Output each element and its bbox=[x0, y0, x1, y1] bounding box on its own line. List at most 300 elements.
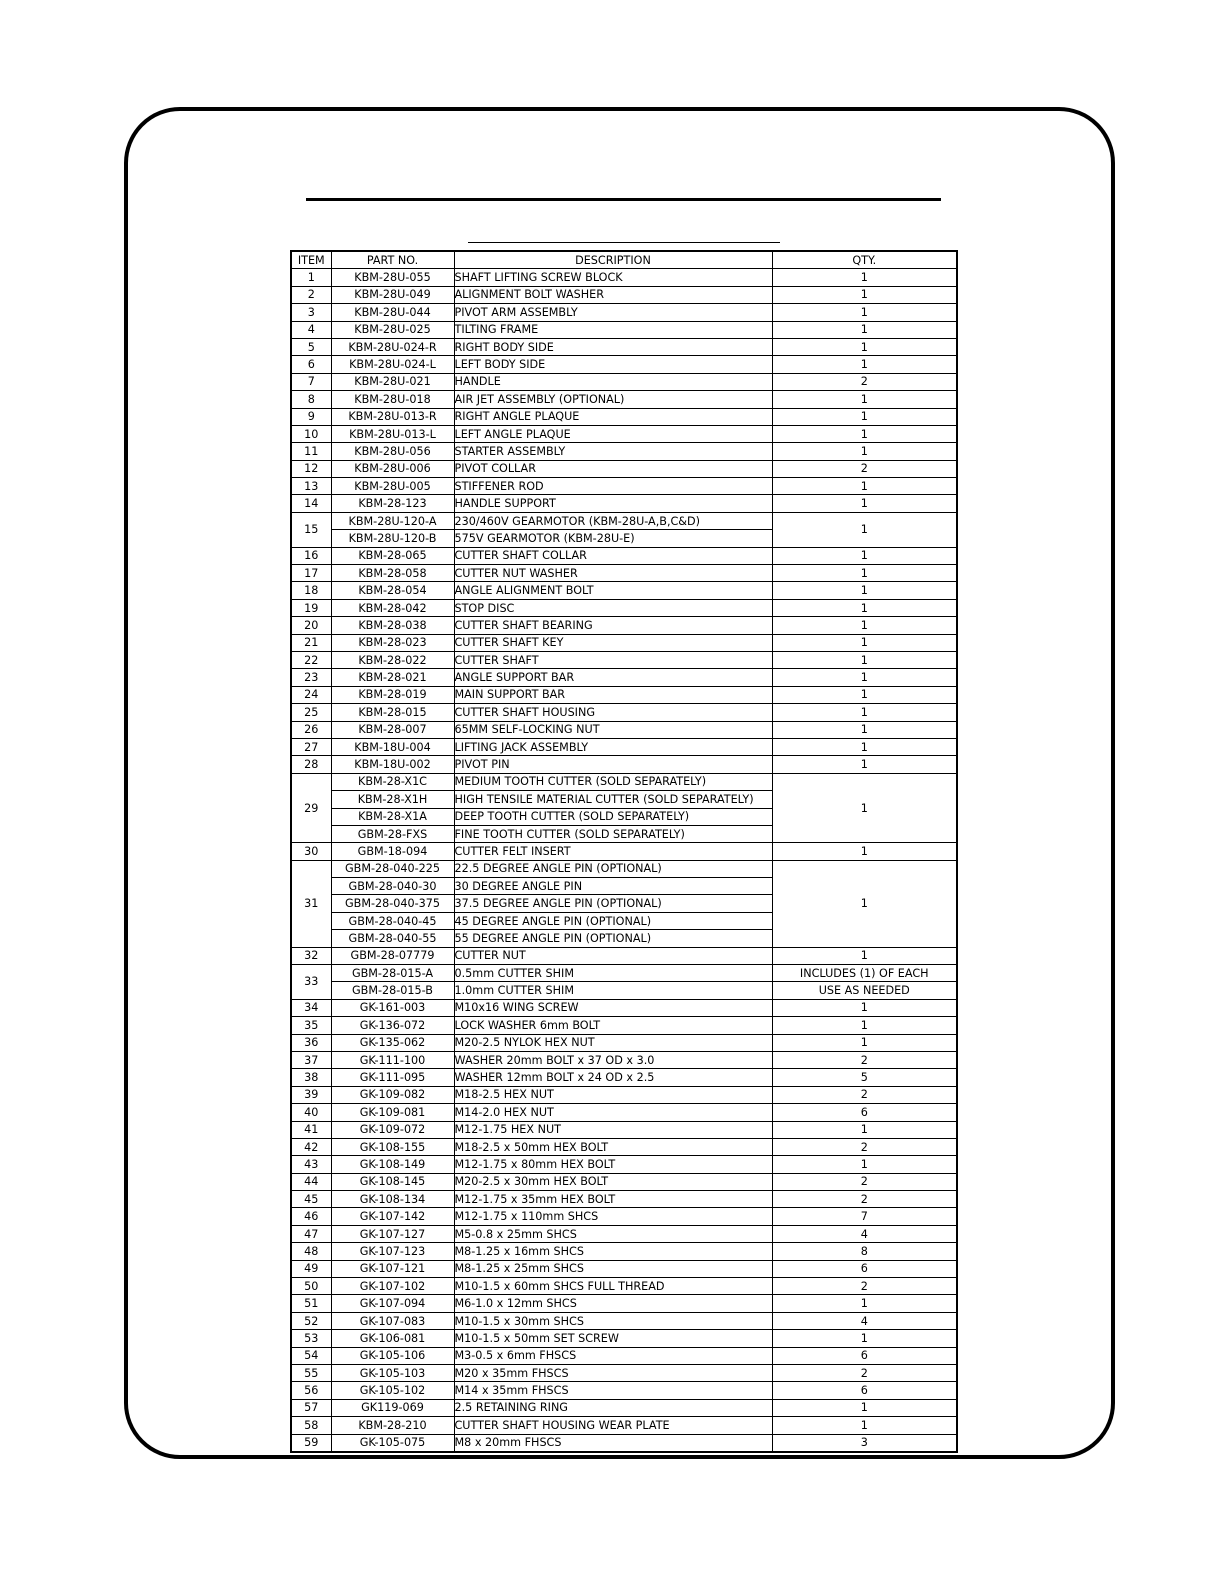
part-number-cell: KBM-28-023 bbox=[331, 634, 454, 651]
quantity-cell: 1 bbox=[772, 756, 957, 773]
description-cell: 30 DEGREE ANGLE PIN bbox=[454, 878, 772, 895]
table-row bbox=[291, 1312, 957, 1329]
part-number-cell: GK-105-103 bbox=[331, 1365, 454, 1382]
table-body bbox=[291, 269, 957, 1452]
description-cell: M12-1.75 HEX NUT bbox=[454, 1121, 772, 1138]
table-row bbox=[291, 304, 957, 321]
table-row bbox=[291, 843, 957, 860]
quantity-cell: 1 bbox=[772, 704, 957, 721]
description-cell: 230/460V GEARMOTOR (KBM-28U-A,B,C&D) bbox=[454, 512, 772, 529]
table-row bbox=[291, 1086, 957, 1103]
part-number-cell: KBM-28U-120-A bbox=[331, 512, 454, 529]
quantity-cell: 6 bbox=[772, 1104, 957, 1121]
item-number-cell: 13 bbox=[291, 478, 331, 495]
item-number-cell: 58 bbox=[291, 1417, 331, 1434]
part-number-cell: GK-111-095 bbox=[331, 1069, 454, 1086]
part-number-cell: KBM-28U-024-L bbox=[331, 356, 454, 373]
part-number-cell: KBM-28U-021 bbox=[331, 373, 454, 390]
part-number-cell: GK-108-149 bbox=[331, 1156, 454, 1173]
quantity-cell: 6 bbox=[772, 1260, 957, 1277]
part-number-cell: GK-105-102 bbox=[331, 1382, 454, 1399]
quantity-cell: 1 bbox=[772, 495, 957, 512]
part-number-cell: GBM-28-07779 bbox=[331, 947, 454, 964]
part-number-cell: KBM-28-022 bbox=[331, 651, 454, 668]
part-number-cell: KBM-28U-006 bbox=[331, 460, 454, 477]
description-cell: CUTTER SHAFT BEARING bbox=[454, 617, 772, 634]
part-number-cell: GK-105-075 bbox=[331, 1434, 454, 1452]
description-cell: RIGHT BODY SIDE bbox=[454, 338, 772, 355]
table-row bbox=[291, 1156, 957, 1173]
part-number-cell: KBM-28U-024-R bbox=[331, 338, 454, 355]
table-row bbox=[291, 425, 957, 442]
quantity-cell: 2 bbox=[772, 1086, 957, 1103]
quantity-cell: 1 bbox=[772, 843, 957, 860]
item-number-cell: 43 bbox=[291, 1156, 331, 1173]
item-number-cell: 34 bbox=[291, 999, 331, 1016]
part-number-cell: KBM-28U-055 bbox=[331, 269, 454, 286]
quantity-cell: 1 bbox=[772, 565, 957, 582]
quantity-cell: 6 bbox=[772, 1347, 957, 1364]
quantity-cell: 1 bbox=[772, 269, 957, 286]
description-cell: CUTTER FELT INSERT bbox=[454, 843, 772, 860]
description-cell: MEDIUM TOOTH CUTTER (SOLD SEPARATELY) bbox=[454, 773, 772, 790]
part-number-cell: GK-106-081 bbox=[331, 1330, 454, 1347]
part-number-cell: GBM-28-FXS bbox=[331, 825, 454, 842]
table-row bbox=[291, 1347, 957, 1364]
table-row bbox=[291, 1417, 957, 1434]
description-cell: CUTTER SHAFT COLLAR bbox=[454, 547, 772, 564]
part-number-cell: GK-107-102 bbox=[331, 1278, 454, 1295]
table-row bbox=[291, 547, 957, 564]
quantity-cell: 1 bbox=[772, 408, 957, 425]
table-row bbox=[291, 1138, 957, 1155]
quantity-cell: 1 bbox=[772, 443, 957, 460]
part-number-cell: GK-136-072 bbox=[331, 1017, 454, 1034]
description-cell: M8-1.25 x 16mm SHCS bbox=[454, 1243, 772, 1260]
part-number-cell: KBM-18U-004 bbox=[331, 738, 454, 755]
item-number-cell: 26 bbox=[291, 721, 331, 738]
description-cell: 0.5mm CUTTER SHIM bbox=[454, 965, 772, 982]
description-cell: M12-1.75 x 80mm HEX BOLT bbox=[454, 1156, 772, 1173]
quantity-cell: 1 bbox=[772, 773, 957, 843]
part-number-cell: GBM-28-040-375 bbox=[331, 895, 454, 912]
quantity-cell: 1 bbox=[772, 425, 957, 442]
quantity-cell: 1 bbox=[772, 860, 957, 947]
part-number-cell: GK-161-003 bbox=[331, 999, 454, 1016]
quantity-cell: 1 bbox=[772, 1417, 957, 1434]
part-number-cell: GK-107-121 bbox=[331, 1260, 454, 1277]
description-cell: RIGHT ANGLE PLAQUE bbox=[454, 408, 772, 425]
table-row bbox=[291, 1243, 957, 1260]
description-cell: M18-2.5 x 50mm HEX BOLT bbox=[454, 1138, 772, 1155]
quantity-cell: 1 bbox=[772, 304, 957, 321]
description-cell: M10x16 WING SCREW bbox=[454, 999, 772, 1016]
item-number-cell: 9 bbox=[291, 408, 331, 425]
item-number-cell: 52 bbox=[291, 1312, 331, 1329]
part-number-cell: KBM-28U-005 bbox=[331, 478, 454, 495]
item-number-cell: 22 bbox=[291, 651, 331, 668]
item-number-cell: 59 bbox=[291, 1434, 331, 1452]
part-number-cell: GBM-28-040-30 bbox=[331, 878, 454, 895]
table-row bbox=[291, 634, 957, 651]
description-cell: 22.5 DEGREE ANGLE PIN (OPTIONAL) bbox=[454, 860, 772, 877]
table-row bbox=[291, 443, 957, 460]
quantity-cell: USE AS NEEDED bbox=[772, 982, 957, 999]
part-number-cell: KBM-28-123 bbox=[331, 495, 454, 512]
item-number-cell: 33 bbox=[291, 965, 331, 1000]
description-cell: CUTTER NUT bbox=[454, 947, 772, 964]
quantity-cell: 1 bbox=[772, 286, 957, 303]
quantity-cell: 1 bbox=[772, 478, 957, 495]
quantity-cell: 1 bbox=[772, 634, 957, 651]
table-row bbox=[291, 1225, 957, 1242]
description-cell: CUTTER NUT WASHER bbox=[454, 565, 772, 582]
table-row bbox=[291, 721, 957, 738]
part-number-cell: GK-135-062 bbox=[331, 1034, 454, 1051]
part-number-cell: KBM-28-054 bbox=[331, 582, 454, 599]
item-number-cell: 6 bbox=[291, 356, 331, 373]
header-description: DESCRIPTION bbox=[454, 251, 772, 269]
item-number-cell: 4 bbox=[291, 321, 331, 338]
header-part-no: PART NO. bbox=[331, 251, 454, 269]
part-number-cell: GK119-069 bbox=[331, 1399, 454, 1416]
quantity-cell: 1 bbox=[772, 512, 957, 547]
item-number-cell: 39 bbox=[291, 1086, 331, 1103]
part-number-cell: KBM-28-065 bbox=[331, 547, 454, 564]
part-number-cell: GK-108-145 bbox=[331, 1173, 454, 1190]
description-cell: 575V GEARMOTOR (KBM-28U-E) bbox=[454, 530, 772, 547]
part-number-cell: KBM-28U-025 bbox=[331, 321, 454, 338]
description-cell: M8 x 20mm FHSCS bbox=[454, 1434, 772, 1452]
quantity-cell: 2 bbox=[772, 1173, 957, 1190]
quantity-cell: 3 bbox=[772, 1434, 957, 1452]
part-number-cell: KBM-28-021 bbox=[331, 669, 454, 686]
description-cell: CUTTER SHAFT bbox=[454, 651, 772, 668]
table-row bbox=[291, 1434, 957, 1452]
parts-list-table bbox=[290, 250, 958, 1453]
table-row bbox=[291, 1208, 957, 1225]
table-row bbox=[291, 1399, 957, 1416]
quantity-cell: 2 bbox=[772, 1278, 957, 1295]
quantity-cell: 1 bbox=[772, 338, 957, 355]
table-row bbox=[291, 373, 957, 390]
table-row bbox=[291, 460, 957, 477]
description-cell: CUTTER SHAFT HOUSING WEAR PLATE bbox=[454, 1417, 772, 1434]
item-number-cell: 1 bbox=[291, 269, 331, 286]
part-number-cell: GK-108-155 bbox=[331, 1138, 454, 1155]
table-row bbox=[291, 565, 957, 582]
table-row bbox=[291, 756, 957, 773]
description-cell: 2.5 RETAINING RING bbox=[454, 1399, 772, 1416]
description-cell: LIFTING JACK ASSEMBLY bbox=[454, 738, 772, 755]
description-cell: M18-2.5 HEX NUT bbox=[454, 1086, 772, 1103]
part-number-cell: GK-109-081 bbox=[331, 1104, 454, 1121]
item-number-cell: 28 bbox=[291, 756, 331, 773]
table-row bbox=[291, 651, 957, 668]
description-cell: M6-1.0 x 12mm SHCS bbox=[454, 1295, 772, 1312]
item-number-cell: 35 bbox=[291, 1017, 331, 1034]
item-number-cell: 15 bbox=[291, 512, 331, 547]
description-cell: M10-1.5 x 50mm SET SCREW bbox=[454, 1330, 772, 1347]
item-number-cell: 23 bbox=[291, 669, 331, 686]
description-cell: 1.0mm CUTTER SHIM bbox=[454, 982, 772, 999]
quantity-cell: 4 bbox=[772, 1312, 957, 1329]
description-cell: WASHER 20mm BOLT x 37 OD x 3.0 bbox=[454, 1051, 772, 1068]
description-cell: STOP DISC bbox=[454, 599, 772, 616]
table-row bbox=[291, 617, 957, 634]
description-cell: M12-1.75 x 110mm SHCS bbox=[454, 1208, 772, 1225]
table-row bbox=[291, 478, 957, 495]
description-cell: M8-1.25 x 25mm SHCS bbox=[454, 1260, 772, 1277]
item-number-cell: 29 bbox=[291, 773, 331, 843]
part-number-cell: KBM-28U-013-L bbox=[331, 425, 454, 442]
description-cell: M20 x 35mm FHSCS bbox=[454, 1365, 772, 1382]
description-cell: HANDLE SUPPORT bbox=[454, 495, 772, 512]
description-cell: M14-2.0 HEX NUT bbox=[454, 1104, 772, 1121]
description-cell: AIR JET ASSEMBLY (OPTIONAL) bbox=[454, 391, 772, 408]
description-cell: ALIGNMENT BOLT WASHER bbox=[454, 286, 772, 303]
table-row bbox=[291, 599, 957, 616]
item-number-cell: 50 bbox=[291, 1278, 331, 1295]
table-row bbox=[291, 947, 957, 964]
table-row bbox=[291, 1104, 957, 1121]
part-number-cell: GBM-28-015-A bbox=[331, 965, 454, 982]
table-row bbox=[291, 704, 957, 721]
quantity-cell: INCLUDES (1) OF EACH bbox=[772, 965, 957, 982]
quantity-cell: 1 bbox=[772, 999, 957, 1016]
item-number-cell: 7 bbox=[291, 373, 331, 390]
item-number-cell: 10 bbox=[291, 425, 331, 442]
description-cell: STIFFENER ROD bbox=[454, 478, 772, 495]
part-number-cell: GK-105-106 bbox=[331, 1347, 454, 1364]
quantity-cell: 1 bbox=[772, 738, 957, 755]
part-number-cell: KBM-28U-018 bbox=[331, 391, 454, 408]
quantity-cell: 1 bbox=[772, 1121, 957, 1138]
description-cell: DEEP TOOTH CUTTER (SOLD SEPARATELY) bbox=[454, 808, 772, 825]
quantity-cell: 1 bbox=[772, 1156, 957, 1173]
table-row bbox=[291, 269, 957, 286]
part-number-cell: GK-109-072 bbox=[331, 1121, 454, 1138]
part-number-cell: GK-107-123 bbox=[331, 1243, 454, 1260]
description-cell: CUTTER SHAFT KEY bbox=[454, 634, 772, 651]
quantity-cell: 1 bbox=[772, 1399, 957, 1416]
part-number-cell: GK-108-134 bbox=[331, 1191, 454, 1208]
quantity-cell: 1 bbox=[772, 947, 957, 964]
quantity-cell: 1 bbox=[772, 356, 957, 373]
quantity-cell: 1 bbox=[772, 547, 957, 564]
description-cell: MAIN SUPPORT BAR bbox=[454, 686, 772, 703]
description-cell: SHAFT LIFTING SCREW BLOCK bbox=[454, 269, 772, 286]
description-cell: PIVOT PIN bbox=[454, 756, 772, 773]
table-row bbox=[291, 1365, 957, 1382]
description-cell: M10-1.5 x 60mm SHCS FULL THREAD bbox=[454, 1278, 772, 1295]
table-row bbox=[291, 773, 957, 790]
table-row bbox=[291, 356, 957, 373]
part-number-cell: GK-107-127 bbox=[331, 1225, 454, 1242]
part-number-cell: KBM-28-X1A bbox=[331, 808, 454, 825]
quantity-cell: 1 bbox=[772, 582, 957, 599]
item-number-cell: 21 bbox=[291, 634, 331, 651]
description-cell: LEFT ANGLE PLAQUE bbox=[454, 425, 772, 442]
quantity-cell: 6 bbox=[772, 1382, 957, 1399]
quantity-cell: 1 bbox=[772, 1330, 957, 1347]
description-cell: WASHER 12mm BOLT x 24 OD x 2.5 bbox=[454, 1069, 772, 1086]
item-number-cell: 48 bbox=[291, 1243, 331, 1260]
description-cell: 55 DEGREE ANGLE PIN (OPTIONAL) bbox=[454, 930, 772, 947]
quantity-cell: 1 bbox=[772, 686, 957, 703]
table-row bbox=[291, 1051, 957, 1068]
description-cell: FINE TOOTH CUTTER (SOLD SEPARATELY) bbox=[454, 825, 772, 842]
quantity-cell: 4 bbox=[772, 1225, 957, 1242]
item-number-cell: 31 bbox=[291, 860, 331, 947]
table-row bbox=[291, 669, 957, 686]
description-cell: CUTTER SHAFT HOUSING bbox=[454, 704, 772, 721]
part-number-cell: KBM-28-210 bbox=[331, 1417, 454, 1434]
table-row bbox=[291, 738, 957, 755]
part-number-cell: KBM-28-X1C bbox=[331, 773, 454, 790]
table-row bbox=[291, 965, 957, 982]
table-row bbox=[291, 860, 957, 877]
part-number-cell: KBM-28U-044 bbox=[331, 304, 454, 321]
quantity-cell: 1 bbox=[772, 321, 957, 338]
table-row bbox=[291, 512, 957, 529]
table-row bbox=[291, 1121, 957, 1138]
table-row bbox=[291, 1069, 957, 1086]
description-cell: HIGH TENSILE MATERIAL CUTTER (SOLD SEPARATELY) bbox=[454, 791, 772, 808]
quantity-cell: 2 bbox=[772, 1365, 957, 1382]
item-number-cell: 8 bbox=[291, 391, 331, 408]
description-cell: M3-0.5 x 6mm FHSCS bbox=[454, 1347, 772, 1364]
item-number-cell: 5 bbox=[291, 338, 331, 355]
table-row bbox=[291, 1173, 957, 1190]
table-row bbox=[291, 338, 957, 355]
item-number-cell: 42 bbox=[291, 1138, 331, 1155]
item-number-cell: 40 bbox=[291, 1104, 331, 1121]
part-number-cell: GBM-28-040-45 bbox=[331, 912, 454, 929]
quantity-cell: 7 bbox=[772, 1208, 957, 1225]
table-row bbox=[291, 686, 957, 703]
quantity-cell: 1 bbox=[772, 651, 957, 668]
table-row bbox=[291, 1382, 957, 1399]
item-number-cell: 51 bbox=[291, 1295, 331, 1312]
item-number-cell: 41 bbox=[291, 1121, 331, 1138]
part-number-cell: KBM-18U-002 bbox=[331, 756, 454, 773]
description-cell: STARTER ASSEMBLY bbox=[454, 443, 772, 460]
item-number-cell: 47 bbox=[291, 1225, 331, 1242]
part-number-cell: GK-107-142 bbox=[331, 1208, 454, 1225]
table-header-row bbox=[291, 251, 957, 269]
item-number-cell: 18 bbox=[291, 582, 331, 599]
quantity-cell: 2 bbox=[772, 1191, 957, 1208]
table-row bbox=[291, 582, 957, 599]
item-number-cell: 46 bbox=[291, 1208, 331, 1225]
item-number-cell: 2 bbox=[291, 286, 331, 303]
part-number-cell: KBM-28U-056 bbox=[331, 443, 454, 460]
quantity-cell: 1 bbox=[772, 599, 957, 616]
quantity-cell: 1 bbox=[772, 1017, 957, 1034]
item-number-cell: 56 bbox=[291, 1382, 331, 1399]
description-cell: LEFT BODY SIDE bbox=[454, 356, 772, 373]
description-cell: ANGLE ALIGNMENT BOLT bbox=[454, 582, 772, 599]
item-number-cell: 53 bbox=[291, 1330, 331, 1347]
part-number-cell: KBM-28U-049 bbox=[331, 286, 454, 303]
item-number-cell: 14 bbox=[291, 495, 331, 512]
part-number-cell: KBM-28-007 bbox=[331, 721, 454, 738]
description-cell: 45 DEGREE ANGLE PIN (OPTIONAL) bbox=[454, 912, 772, 929]
description-cell: 37.5 DEGREE ANGLE PIN (OPTIONAL) bbox=[454, 895, 772, 912]
part-number-cell: GBM-28-015-B bbox=[331, 982, 454, 999]
description-cell: TILTING FRAME bbox=[454, 321, 772, 338]
item-number-cell: 44 bbox=[291, 1173, 331, 1190]
table-row bbox=[291, 495, 957, 512]
quantity-cell: 1 bbox=[772, 617, 957, 634]
item-number-cell: 17 bbox=[291, 565, 331, 582]
table-row bbox=[291, 1295, 957, 1312]
part-number-cell: GBM-28-040-225 bbox=[331, 860, 454, 877]
part-number-cell: GK-107-094 bbox=[331, 1295, 454, 1312]
description-cell: ANGLE SUPPORT BAR bbox=[454, 669, 772, 686]
table-row bbox=[291, 999, 957, 1016]
item-number-cell: 11 bbox=[291, 443, 331, 460]
table-row bbox=[291, 982, 957, 999]
header-item: ITEM bbox=[291, 251, 331, 269]
item-number-cell: 27 bbox=[291, 738, 331, 755]
description-cell: LOCK WASHER 6mm BOLT bbox=[454, 1017, 772, 1034]
part-number-cell: KBM-28-042 bbox=[331, 599, 454, 616]
table-row bbox=[291, 1330, 957, 1347]
title-rule bbox=[306, 198, 941, 201]
quantity-cell: 1 bbox=[772, 1034, 957, 1051]
table-row bbox=[291, 1260, 957, 1277]
quantity-cell: 2 bbox=[772, 1051, 957, 1068]
item-number-cell: 45 bbox=[291, 1191, 331, 1208]
description-cell: HANDLE bbox=[454, 373, 772, 390]
table-row bbox=[291, 391, 957, 408]
description-cell: PIVOT COLLAR bbox=[454, 460, 772, 477]
item-number-cell: 12 bbox=[291, 460, 331, 477]
description-cell: PIVOT ARM ASSEMBLY bbox=[454, 304, 772, 321]
item-number-cell: 19 bbox=[291, 599, 331, 616]
quantity-cell: 2 bbox=[772, 460, 957, 477]
quantity-cell: 5 bbox=[772, 1069, 957, 1086]
item-number-cell: 55 bbox=[291, 1365, 331, 1382]
subtitle-rule bbox=[468, 242, 780, 243]
item-number-cell: 32 bbox=[291, 947, 331, 964]
quantity-cell: 1 bbox=[772, 669, 957, 686]
table-row bbox=[291, 1034, 957, 1051]
table-row bbox=[291, 1191, 957, 1208]
item-number-cell: 49 bbox=[291, 1260, 331, 1277]
description-cell: M10-1.5 x 30mm SHCS bbox=[454, 1312, 772, 1329]
quantity-cell: 2 bbox=[772, 373, 957, 390]
item-number-cell: 20 bbox=[291, 617, 331, 634]
description-cell: M5-0.8 x 25mm SHCS bbox=[454, 1225, 772, 1242]
part-number-cell: GBM-28-040-55 bbox=[331, 930, 454, 947]
quantity-cell: 8 bbox=[772, 1243, 957, 1260]
item-number-cell: 37 bbox=[291, 1051, 331, 1068]
item-number-cell: 3 bbox=[291, 304, 331, 321]
description-cell: M14 x 35mm FHSCS bbox=[454, 1382, 772, 1399]
item-number-cell: 57 bbox=[291, 1399, 331, 1416]
quantity-cell: 1 bbox=[772, 391, 957, 408]
part-number-cell: KBM-28-058 bbox=[331, 565, 454, 582]
item-number-cell: 38 bbox=[291, 1069, 331, 1086]
part-number-cell: KBM-28U-013-R bbox=[331, 408, 454, 425]
quantity-cell: 2 bbox=[772, 1138, 957, 1155]
item-number-cell: 16 bbox=[291, 547, 331, 564]
part-number-cell: GK-107-083 bbox=[331, 1312, 454, 1329]
item-number-cell: 36 bbox=[291, 1034, 331, 1051]
